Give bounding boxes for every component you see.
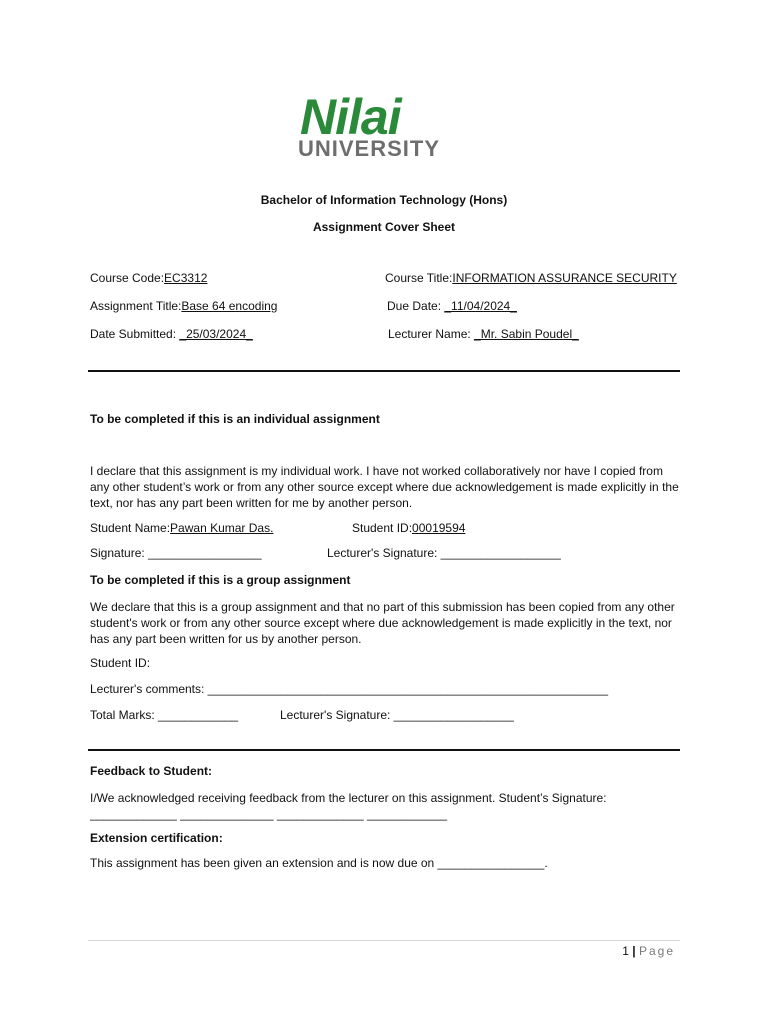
group-student-id: Student ID:	[90, 656, 151, 670]
page-footer	[622, 944, 675, 958]
sheet-title: Assignment Cover Sheet	[312, 220, 456, 234]
date-submitted-row	[90, 327, 253, 341]
assignment-title-value: Base 64 encoding	[181, 299, 278, 313]
lecturer-name-value: _Mr. Sabin Poudel_	[474, 327, 579, 341]
logo-brand-sub: UNIVERSITY	[298, 136, 441, 161]
due-date-value: _11/04/2024_	[444, 299, 517, 313]
course-code-value: EC3312	[164, 271, 208, 285]
student-name-row	[90, 521, 273, 535]
logo-brand-main: Nilai	[300, 89, 401, 145]
extension-text: This assignment has been given an extension and is now due on ________________.	[90, 856, 548, 870]
feedback-text: I/We acknowledged receiving feedback from the lecturer on this assignment. Student’s Signature: _____________ ______________ _____________ ____________	[90, 791, 607, 821]
page-label: Page	[638, 944, 675, 958]
individual-heading: To be completed if this is an individual assignment	[90, 412, 380, 426]
page-number: 1	[622, 944, 629, 958]
footer-divider	[88, 940, 680, 941]
assignment-title-label: Assignment Title:	[90, 299, 182, 313]
due-date-label: Due Date:	[387, 299, 442, 313]
assignment-title-row	[90, 299, 277, 313]
course-title-row	[385, 271, 677, 285]
lecturer-name-label: Lecturer Name:	[388, 327, 471, 341]
lecturer-comments-line: Lecturer's comments: ____________________________________________________________	[90, 682, 609, 696]
university-logo	[296, 89, 472, 162]
group-heading: To be completed if this is a group assignment	[90, 573, 351, 587]
feedback-heading: Feedback to Student:	[90, 764, 213, 778]
lecturer-name-row	[388, 327, 579, 341]
course-title-label: Course Title:	[385, 271, 453, 285]
student-name-value: Pawan Kumar Das.	[170, 521, 274, 535]
student-id-label: Student ID:	[352, 521, 413, 535]
student-name-label: Student Name:	[90, 521, 171, 535]
course-code-row	[90, 271, 207, 285]
section-divider	[88, 370, 680, 372]
page-separator: |	[628, 944, 639, 958]
date-submitted-value: _25/03/2024_	[179, 327, 253, 341]
course-code-label: Course Code:	[90, 271, 165, 285]
date-submitted-label: Date Submitted:	[90, 327, 177, 341]
student-id-row	[352, 521, 465, 535]
total-marks-line: Total Marks: ____________	[90, 708, 239, 722]
signature-line: Signature: _________________	[90, 546, 262, 560]
individual-declaration: I declare that this assignment is my individual work. I have not worked collaboratively nor have I copied from any other student’s work or from any other source except where due acknowledgement is made explicitly in the text, nor has any part been written for me by another person.	[90, 464, 679, 510]
section-divider-2	[88, 749, 680, 751]
group-declaration: We declare that this is a group assignment and that no part of this submission has been copied from any other student's work or from any other source except where due acknowledgement is made explicitly in the text, nor has any part been written for us by another person.	[90, 600, 675, 646]
due-date-row	[387, 299, 517, 313]
extension-heading: Extension certification:	[90, 831, 223, 845]
course-title-value: INFORMATION ASSURANCE SECURITY	[452, 271, 677, 285]
group-lecturer-signature-line: Lecturer's Signature: __________________	[280, 708, 514, 722]
program-title: Bachelor of Information Technology (Hons)	[260, 193, 508, 207]
student-id-value: 00019594	[412, 521, 466, 535]
lecturer-signature-line: Lecturer's Signature: __________________	[327, 546, 561, 560]
